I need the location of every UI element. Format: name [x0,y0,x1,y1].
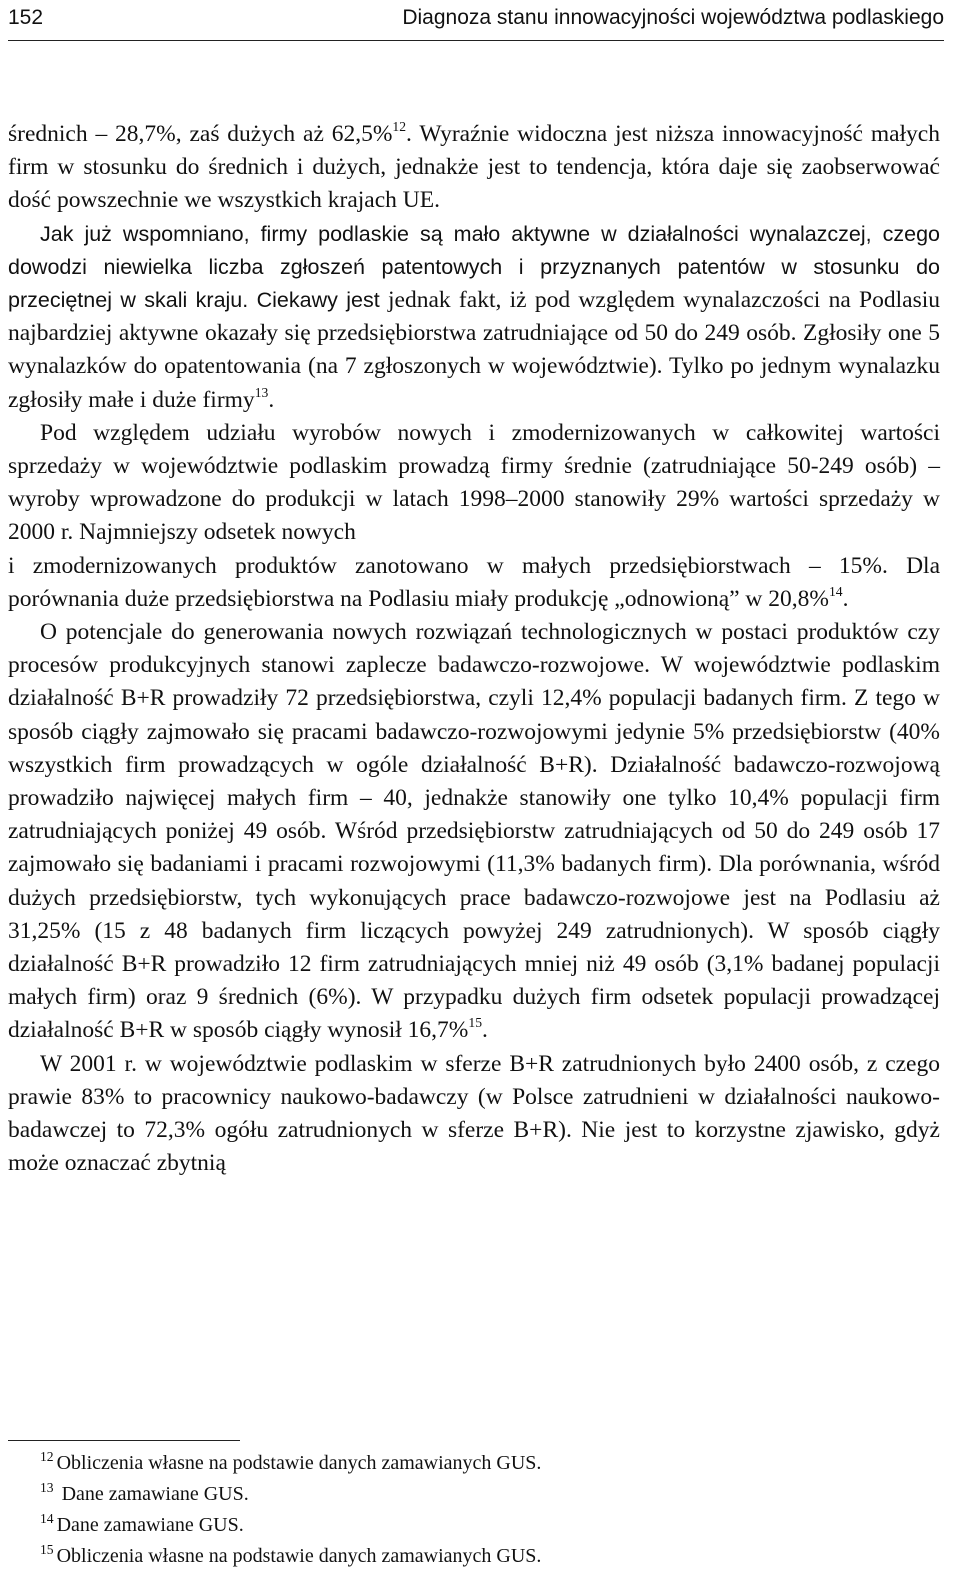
paragraph-4 [8,616,940,1048]
footnote-text: Dane zamawiane GUS. [56,1483,249,1505]
footnote-number: 15 [40,1541,54,1557]
page-header [8,0,944,41]
paragraph-5-text: W 2001 r. w województwie podlaskim w sferze B+R zatrudnionych było 2400 osób, z czego prawie 83% to pracownicy naukowo-badawczy (w Polsce zatrudnieni w działalności naukowo-badawczej to 72,3% ogółu zatrudnionych w sferze B+R). Nie jest to korzystne zjawisko, gdyż może oznaczać zbytnią [8,1050,940,1177]
footnote-14 [40,1510,940,1541]
paragraph-1 [8,118,940,218]
paragraph-2-sans-text: Jak już wspomniano, firmy podlaskie są mało aktywne w działalności wynalazczej, czego dowodzi niewielka liczba zgłoszeń patentowych i przyznanych patentów w stosunku do przeciętnej w skali kraju. Ciekawy jest [8,221,940,313]
footnote-ref-12[interactable]: 12 [392,118,407,134]
footnote-15 [40,1541,940,1572]
paragraph-3 [8,417,940,616]
footnote-ref-14[interactable]: 14 [828,583,843,599]
footnote-number: 14 [40,1510,54,1526]
paragraph-2-end: . [268,386,275,413]
footnote-divider [8,1440,240,1441]
paragraph-1-text-b: . Wyraźnie widoczna jest niższa innowacyjność małych firm w stosunku do średnich i dużych, jednakże jest to tendencja, która daje się zaobserwować dość powszechnie we wszystkich krajach UE. [8,121,940,214]
paragraph-3-text-a: Pod względem udziału wyrobów nowych i zmodernizowanych w całkowitej wartości sprzedaży w województwie podlaskim prowadzą firmy średnie (zatrudniające 50-249 osób) – wyroby wprowadzone do produkcji w latach 1998–2000 stanowiły 29% wartości sprzedaży w 2000 r. Najmniejszy odsetek nowych [8,419,940,546]
body-text [8,118,940,1181]
footnote-text: Dane zamawiane GUS. [56,1514,244,1536]
paragraph-5 [8,1048,940,1181]
paragraph-2 [8,218,940,417]
footnote-number: 13 [40,1479,54,1495]
footnote-13 [40,1479,940,1510]
footnote-text: Obliczenia własne na podstawie danych zamawianych GUS. [56,1545,542,1567]
page-number: 152 [8,6,44,29]
footnote-text: Obliczenia własne na podstawie danych zamawianych GUS. [56,1452,542,1474]
paragraph-4-text: O potencjale do generowania nowych rozwiązań technologicznych w postaci produktów czy procesów produkcyjnych stanowi zaplecze badawczo-rozwojowe. W województwie podlaskim działalność B+R prowadziły 72 przedsiębiorstwa, czyli 12,4% populacji badanych firm. Z tego w sposób ciągły zajmowało się pracami badawczo-rozwojowymi jedynie 5% przedsiębiorstw (40% wszystkich firm prowadzących w ogóle działalność B+R). Działalność badawczo-rozwojową prowadziło najwięcej małych firm – 40, jednakże stanowiły one tylko 10,4% populacji firm zatrudniających poniżej 49 osób. Wśród przedsiębiorstw zatrudniających od 50 do 249 osób 17 zajmowało się badaniami i pracami rozwojowymi (11,3% badanych firm). Dla porównania, wśród dużych przedsiębiorstw, tych wykonujących prace badawczo-rozwojowe jest na Podlasiu aż 31,25% (15 z 48 badanych firm liczących powyżej 249 zatrudnionych). W sposób ciągły działalność B+R prowadziło 12 firm zatrudniających mniej niż 49 osób (3,1% badanej populacji małych firm) oraz 9 średnich (6%). W przypadku dużych firm odsetek populacji prowadzącej działalność B+R w sposób ciągły wynosił 16,7% [8,619,940,1044]
paragraph-1-text-a: średnich – 28,7%, zaś dużych aż 62,5% [8,121,393,147]
footnote-12 [40,1448,940,1479]
paragraph-3-end: . [842,585,849,612]
running-title: Diagnoza stanu innowacyjności województwa podlaskiego [402,6,944,29]
footnotes [40,1448,940,1572]
footnote-ref-13[interactable]: 13 [254,384,269,400]
footnote-ref-15[interactable]: 15 [468,1015,482,1031]
paragraph-3-text-b: i zmodernizowanych produktów zanotowano w małych przedsiębiorstwach – 15%. Dla porównania duże przedsiębiorstwa na Podlasiu miały produkcję „odnowioną” w 20,8% [8,552,940,612]
paragraph-4-end: . [482,1017,488,1044]
paragraph-2-serif-text: jednak fakt, iż pod względem wynalazczości na Podlasiu najbardziej aktywne okazały się przedsiębiorstwa zatrudniające od 50 do 249 osób. Zgłosiły one 5 wynalazków do opatentowania (na 7 zgłoszonych w województwie). Tylko po jednym wynalazku zgłosiły małe i duże firmy [8,287,940,413]
footnote-number: 12 [40,1448,54,1464]
